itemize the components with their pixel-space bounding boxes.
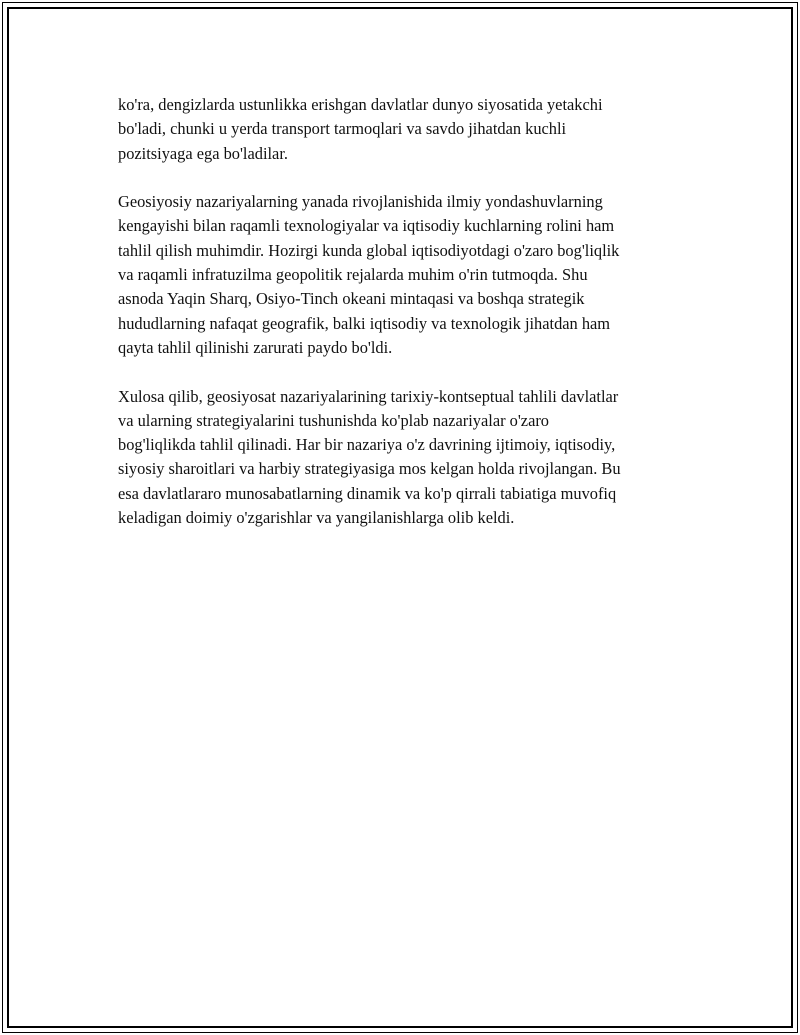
document-body	[118, 93, 698, 555]
paragraph-geopolitical-development: Geosiyosiy nazariyalarning yanada rivojlanishida ilmiy yondashuvlarning kengayishi bilan raqamli texnologiyalar va iqtisodiy kuchlarning rolini ham tahlil qilish muhimdir. Hozirgi kunda global iqtisodiyotdagi o'zaro bog'liqlik va raqamli infratuzilma geopolitik rejalarda muhim o'rin tutmoqda. Shu asnoda Yaqin Sharq, Osiyo-Tinch okeani mintaqasi va boshqa strategik hududlarning nafaqat geografik, balki iqtisodiy va texnologik jihatdan ham qayta tahlil qilinishi zarurati paydo bo'ldi.	[118, 192, 620, 357]
paragraph-conclusion: Xulosa qilib, geosiyosat nazariyalarining tarixiy-kontseptual tahlili davlatlar va ularning strategiyalarini tushunishda ko'plab nazariyalar o'zaro bog'liqlikda tahlil qilinadi. Har bir nazariya o'z davrining ijtimoiy, iqtisodiy, siyosiy sharoitlari va harbiy strategiyasiga mos kelgan holda rivojlangan. Bu esa davlatlararo munosabatlarning dinamik va ko'p qirrali tabiatiga muvofiq keladigan doimiy o'zgarishlar va yangilanishlarga olib keldi.	[118, 386, 621, 528]
paragraph-continuation: ko'ra, dengizlarda ustunlikka erishgan davlatlar dunyo siyosatida yetakchi bo'ladi, chunki u yerda transport tarmoqlari va savdo jihatdan kuchli pozitsiyaga ega bo'ladilar.	[118, 95, 603, 163]
